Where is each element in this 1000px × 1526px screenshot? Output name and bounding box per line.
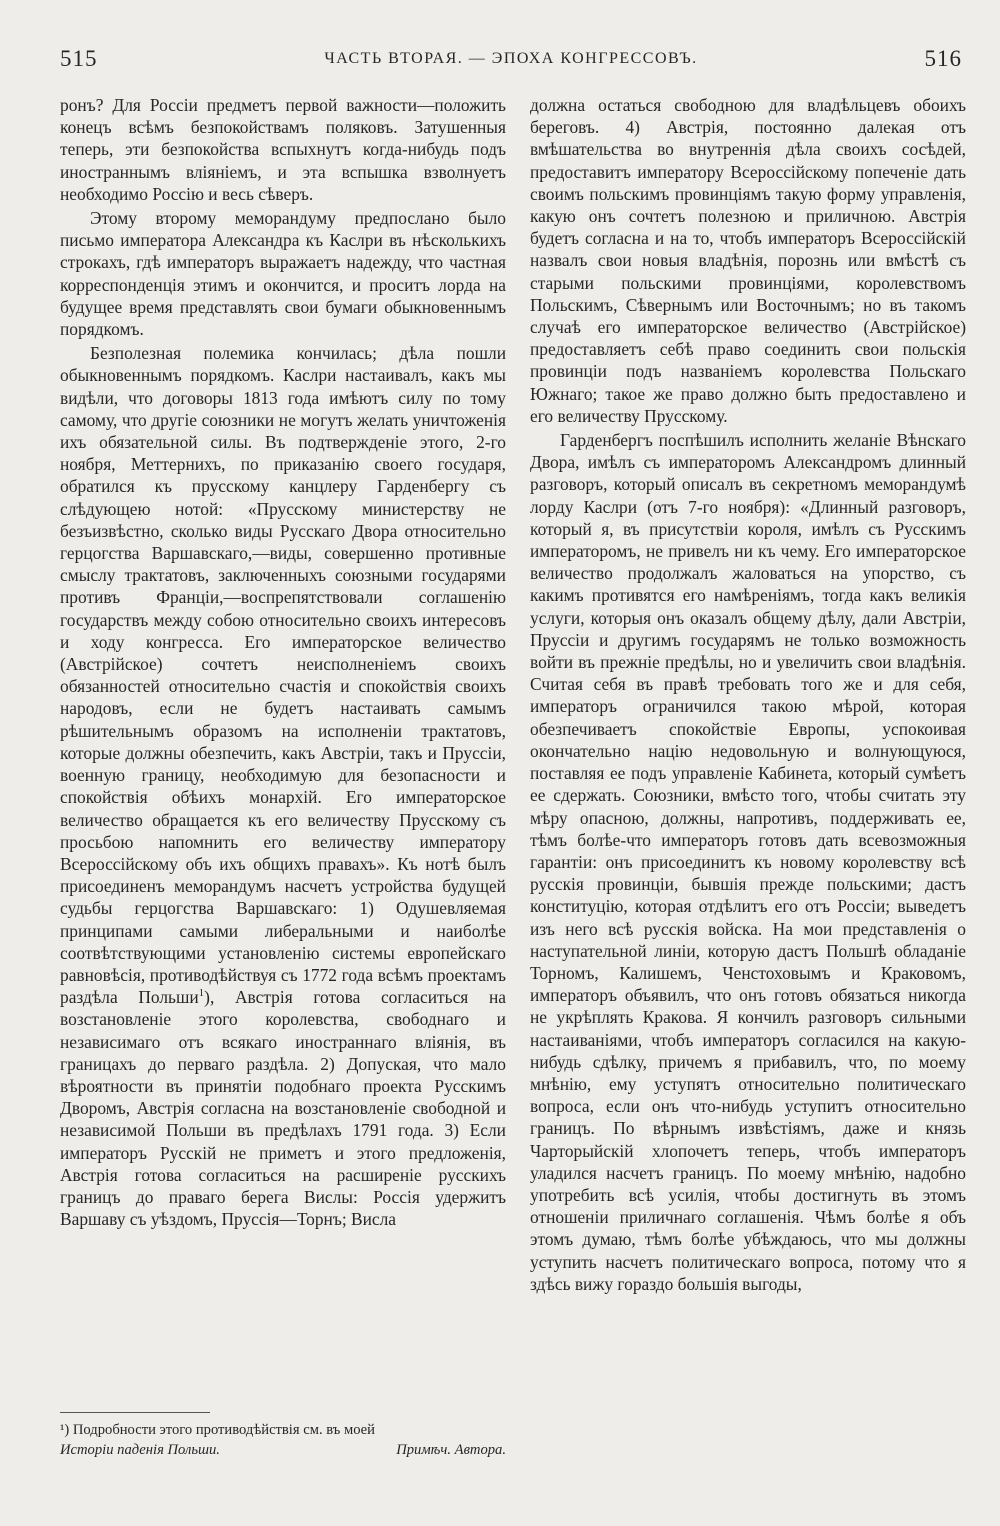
- paragraph-text: Безполезная полемика кончилась; дѣла пошли обыкновеннымъ порядкомъ. Каслри настаивалъ, какъ мы видѣли, что договоры 1813 года имѣютъ силу по тому самому, что другіе союзники не могутъ желать уничтоженія ихъ обязательной силы. Въ подтвержденіе этого, 2-го ноября, Меттернихъ, по приказанію своего государя, обратился къ прусскому канцлеру Гарденбергу съ слѣдующею нотой: «Прусскому министерству не безъизвѣстно, сколько виды Русскаго Двора относительно герцогства Варшавскаго,—виды, совершенно противные смыслу трактатовъ, заключенныхъ союзными государями противъ Франціи,—воспрепятствовали соглашенію государствъ между собою относительно своихъ интересовъ и ходу конгресса. Его императорское величество (Австрійское) сочтетъ неисполненіемъ своихъ обязанностей относительно счастія и спокойствія своихъ народовъ, если не будетъ настаивать самымъ рѣшительнымъ образомъ на исполненіи трактатовъ, которые должны обезпечить, какъ Австріи, такъ и Пруссіи, военную границу, необходимую для безопасности и спокойствія обѣихъ монархій. Его императорское величество обращается къ его величеству Прусскому съ просьбою напомнить его величеству императору Всероссійскому объ ихъ общихъ правахъ». Къ нотѣ былъ присоединенъ меморандумъ насчетъ устройства будущей судьбы герцогства Варшавскаго: 1) Одушевляемая принципами самыми либеральными и наиболѣе соотвѣтствующими установленію системы европейскаго равновѣсія, противодѣйствуя съ 1772 года всѣмъ проектамъ раздѣла Польши: [60, 343, 506, 1008]
- footnote: [60, 1420, 506, 1460]
- paragraph: должна остаться свободною для владѣльцевъ обоихъ береговъ. 4) Австрія, постоянно далекая отъ вмѣшательства во внутреннія дѣла своихъ сосѣдей, предоставитъ императору Всероссійскому попеченіе дать своимъ польскимъ провинціямъ такую форму управленія, какую онъ сочтетъ полезною и приличною. Австрія будетъ согласна и на то, чтобъ императоръ Всероссійскій назвалъ свои новыя владѣнія, порознь или вмѣстѣ съ старыми польскими провинціями, королевствомъ Польскимъ, Сѣвернымъ или Восточнымъ; но въ такомъ случаѣ его императорское величество (Австрійское) предоставляетъ себѣ право соединить свои польскія провинціи подъ названіемъ королевства Польскаго Южнаго; такое же право должно быть предоставлено и его величеству Прусскому.: [530, 95, 966, 426]
- left-column: [60, 94, 506, 1230]
- footnote-text: ¹) Подробности этого противодѣйствія см. въ моей: [60, 1422, 375, 1438]
- footnote-marker: 1: [198, 987, 205, 1000]
- running-header: [60, 44, 962, 74]
- paragraph: [60, 342, 506, 1230]
- right-column: [530, 94, 966, 1295]
- page-number-left: 515: [60, 46, 98, 71]
- paragraph: ронъ? Для Россіи предметъ первой важности—положить конецъ всѣмъ безпокойствамъ поляковъ. Затушенныя теперь, эти безпокойства вспыхнутъ когда-нибудь подъ иностраннымъ вліяніемъ, и эта вспышка взволнуетъ необходимо Россію и весь сѣверъ.: [60, 95, 506, 204]
- paragraph-text: ), Австрія готова согласиться на возстановленіе этого королевства, свободнаго и независимаго отъ всякаго иностраннаго вліянія, въ границахъ до перваго раздѣла. 2) Допуская, что мало вѣроятности въ принятіи подобнаго проекта Русскимъ Дворомъ, Австрія согласна на возстановленіе свободной и независимой Польши въ предѣлахъ 1791 года. 3) Если императоръ Русскій не приметъ и этого предложенія, Австрія готова согласиться на расширеніе русскихъ границъ до праваго берега Вислы: Россія удержитъ Варшаву съ уѣздомъ, Пруссія—Торнъ; Висла: [60, 987, 506, 1230]
- paragraph: Этому второму меморандуму предпослано было письмо императора Александра къ Каслри въ нѣсколькихъ строкахъ, гдѣ императоръ выражаетъ надежду, что частная корреспонденція этимъ и окончится, и проситъ лорда на будущее время представлять свои бумаги обыкновеннымъ порядкомъ.: [60, 208, 506, 340]
- footnote-author-note: Примѣч. Автора.: [396, 1442, 506, 1458]
- footnote-line: [60, 1440, 506, 1460]
- page-number-right: 516: [924, 46, 962, 71]
- footnote-divider: [60, 1412, 210, 1413]
- footnote-source: Исторіи паденія Польши.: [60, 1442, 220, 1458]
- running-title: ЧАСТЬ ВТОРАЯ. — ЭПОХА КОНГРЕССОВЪ.: [324, 50, 698, 67]
- paragraph: Гарденбергъ поспѣшилъ исполнить желаніе Вѣнскаго Двора, имѣлъ съ императоромъ Александромъ длинный разговоръ, который описалъ въ секретномъ меморандумѣ лорду Каслри (отъ 7-го ноября): «Длинный разговоръ, который я, въ присутствіи короля, имѣлъ съ Русскимъ императоромъ, не привелъ ни къ чему. Его императорское величество продолжалъ жаловаться на упорство, съ какимъ противятся его намѣреніямъ, тогда какъ великія услуги, которыя онъ оказалъ общему дѣлу, дали Австріи, Пруссіи и другимъ государямъ не только возможность войти въ прежніе предѣлы, но и увеличить свои владѣнія. Считая себя въ правѣ требовать того же и для себя, императоръ ограничился такою мѣрой, которая обезпечиваетъ спокойствіе Европы, успокоивая окончательно націю недовольную и волнующуюся, поставляя ее подъ управленіе Кабинета, который сумѣетъ ее сдержать. Союзники, вмѣсто того, чтобы считать эту мѣру опасною, должны, напротивъ, поддерживать ее, тѣмъ болѣе-что императоръ готовъ дать всевозможныя гарантіи: онъ присоединитъ къ новому королевству всѣ русскія провинціи, бывшія прежде польскими; дастъ конституцію, которая отдѣлитъ его отъ Россіи; выведетъ изъ него всѣ русскія войска. На мои представленія о наступательной линіи, которую дастъ Польшѣ обладаніе Торномъ, Калишемъ, Ченстоховымъ и Краковомъ, императоръ объявилъ, что онъ готовъ обязаться никогда не укрѣплять Кракова. Я кончилъ разговоръ сильными настаиваніями, чтобъ императоръ согласился на какую-нибудь сдѣлку, причемъ я прибавилъ, что, по моему мнѣнію, ему уступятъ относительно политическаго вопроса, если онъ что-нибудь уступитъ относительно границъ. По вѣрнымъ извѣстіямъ, даже и князь Чарторыйскій хлопочетъ теперь, чтобъ императоръ уладился насчетъ границъ. По моему мнѣнію, надобно употребить всѣ усилія, чтобы достигнуть въ этомъ отношеніи приличнаго соглашенія. Чѣмъ болѣе я объ этомъ думаю, тѣмъ болѣе убѣждаюсь, что мы должны уступить насчетъ политическаго вопроса, потому что я здѣсь вижу гораздо большія выгоды,: [530, 430, 966, 1294]
